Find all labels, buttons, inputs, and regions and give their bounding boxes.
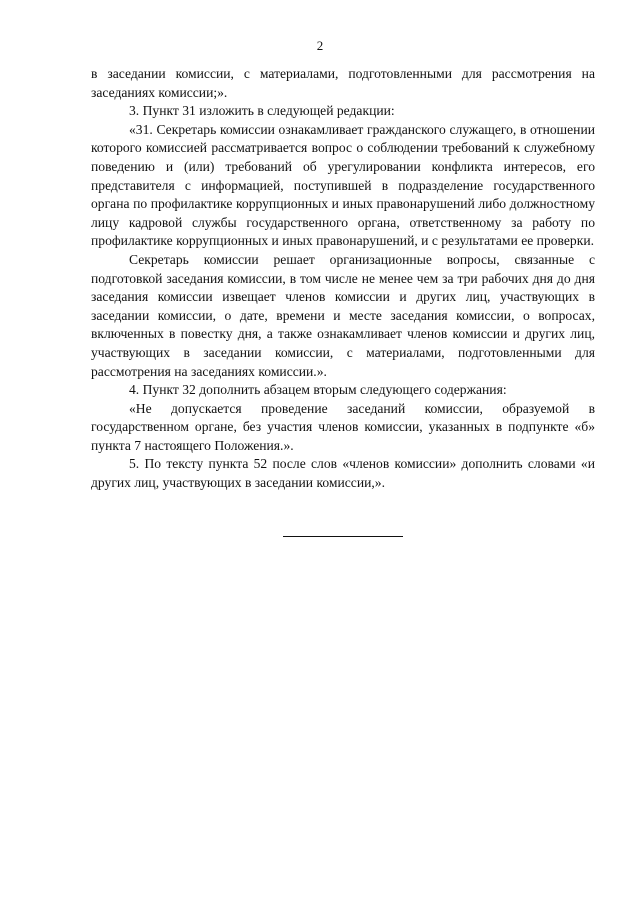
paragraph-item-5: 5. По тексту пункта 52 после слов «членов комиссии» дополнить словами «и других лиц, участвующих в заседании комиссии,».	[91, 456, 595, 491]
document-body	[91, 65, 595, 493]
paragraph-item-31-text: «31. Секретарь комиссии ознакамливает гражданского служащего, в отношении которого комиссией рассматривается вопрос о соблюдении требований к служебному поведению и (или) требований об урегулировании конфликта интересов, его представителя с информацией, поступившей в подразделение государственного органа по профилактике коррупционных и иных правонарушений либо должностному лицу кадровой службы государственного органа, ответственному за работу по профилактике коррупционных и иных правонарушений, и с результатами ее проверки.	[91, 121, 595, 249]
paragraph-item-3: 3. Пункт 31 изложить в следующей редакции:	[129, 103, 395, 119]
end-divider-line	[283, 536, 403, 537]
paragraph-secretary-duties: Секретарь комиссии решает организационные вопросы, связанные с подготовкой заседания комиссии, в том числе не менее чем за три рабочих дня до дня заседания комиссии извещает членов комиссии и других лиц, участвующих в заседании комиссии, о дате, времени и месте заседания комиссии, о вопросах, включенных в повестку дня, а также ознакамливает членов комиссии и других лиц, участвующих в заседании комиссии, с материалами, подготовленными для рассмотрения на заседаниях комиссии.».	[91, 251, 595, 379]
paragraph-item-32-addition: «Не допускается проведение заседаний комиссии, образуемой в государственном органе, без участия членов комиссии, указанных в подпункте «б» пункта 7 настоящего Положения.».	[91, 400, 595, 453]
paragraph-item-4: 4. Пункт 32 дополнить абзацем вторым следующего содержания:	[129, 382, 507, 398]
paragraph-continuation: в заседании комиссии, с материалами, подготовленными для рассмотрения на заседаниях комиссии;».	[91, 66, 595, 100]
page-number: 2	[316, 38, 324, 53]
